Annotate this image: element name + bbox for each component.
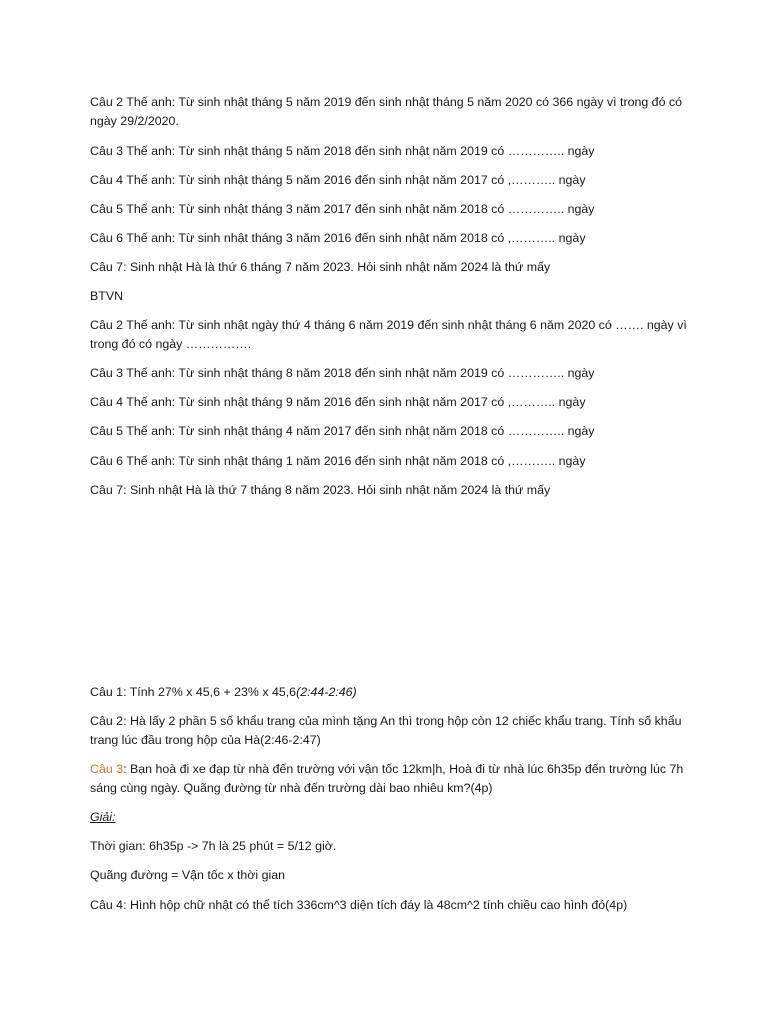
s3-question-2: Câu 2: Hà lấy 2 phần 5 số khẩu trang của mình tặng An thì trong hộp còn 12 chiếc khẩu trang. Tính số khẩu trang lúc đầu trong hộp của Hà(2:46-2:47) [90, 714, 682, 747]
s2-question-3: Câu 3 Thế anh: Từ sinh nhật tháng 8 năm 2018 đến sinh nhật năm 2019 có ………….. ngày [90, 366, 595, 380]
s1-question-5: Câu 5 Thế anh: Từ sinh nhật tháng 3 năm 2017 đến sinh nhật năm 2018 có ………….. ngày [90, 202, 595, 216]
s2-question-2: Câu 2 Thế anh: Từ sinh nhật ngày thứ 4 tháng 6 năm 2019 đến sinh nhật tháng 6 năm 2020 có ……. ngày vì trong đó có ngày ……………. [90, 318, 687, 351]
solution-label-text: Giải: [90, 810, 116, 824]
s2-question-6: Câu 6 Thế anh: Từ sinh nhật tháng 1 năm 2016 đến sinh nhật năm 2018 có ,……….. ngày [90, 454, 586, 468]
s3-question-1-time: (2:44-2:46) [296, 685, 357, 699]
s3-question-3 [90, 760, 690, 798]
s1-question-7: Câu 7: Sinh nhật Hà là thứ 6 tháng 7 năm 2023. Hỏi sinh nhật năm 2024 là thứ mấy [90, 260, 551, 274]
btvn-heading: BTVN [90, 289, 124, 303]
s2-question-7: Câu 7: Sinh nhật Hà là thứ 7 tháng 8 năm 2023. Hỏi sinh nhật năm 2024 là thứ mấy [90, 483, 551, 497]
s3-question-1-text: Câu 1: Tính 27% x 45,6 + 23% x 45,6 [90, 685, 297, 699]
solution-line-1: Thời gian: 6h35p -> 7h là 25 phút = 5/12 giờ. [90, 839, 337, 853]
s2-question-5: Câu 5 Thế anh: Từ sinh nhật tháng 4 năm 2017 đến sinh nhật năm 2018 có ………….. ngày [90, 424, 595, 438]
s3-question-3-text: : Bạn hoà đi xe đạp từ nhà đến trường với vận tốc 12km|h, Hoà đi từ nhà lúc 6h35p đến trường lúc 7h sáng cùng ngày. Quãng đường từ nhà đến trường dài bao nhiêu km?(4p) [90, 762, 684, 795]
s1-question-4: Câu 4 Thế anh: Từ sinh nhật tháng 5 năm 2016 đến sinh nhật năm 2017 có ,……….. ngày [90, 173, 586, 187]
solution-label [90, 808, 690, 827]
s3-question-1 [90, 683, 690, 702]
s2-question-4: Câu 4 Thế anh: Từ sinh nhật tháng 9 năm 2016 đến sinh nhật năm 2017 có ,……….. ngày [90, 395, 586, 409]
s1-question-6: Câu 6 Thế anh: Từ sinh nhật tháng 3 năm 2016 đến sinh nhật năm 2018 có ,……….. ngày [90, 231, 586, 245]
s1-question-2: Câu 2 Thế anh: Từ sinh nhật tháng 5 năm 2019 đến sinh nhật tháng 5 năm 2020 có 366 ngày vì trong đó có ngày 29/2/2020. [90, 95, 682, 128]
s3-question-3-label: Câu 3 [90, 762, 124, 776]
s3-question-4: Câu 4: Hình hộp chữ nhật có thể tích 336cm^3 diện tích đáy là 48cm^2 tính chiều cao hình đó(4p) [90, 898, 628, 912]
s1-question-3: Câu 3 Thế anh: Từ sinh nhật tháng 5 năm 2018 đến sinh nhật năm 2019 có ………….. ngày [90, 144, 595, 158]
solution-line-2: Quãng đường = Vận tốc x thời gian [90, 868, 286, 882]
